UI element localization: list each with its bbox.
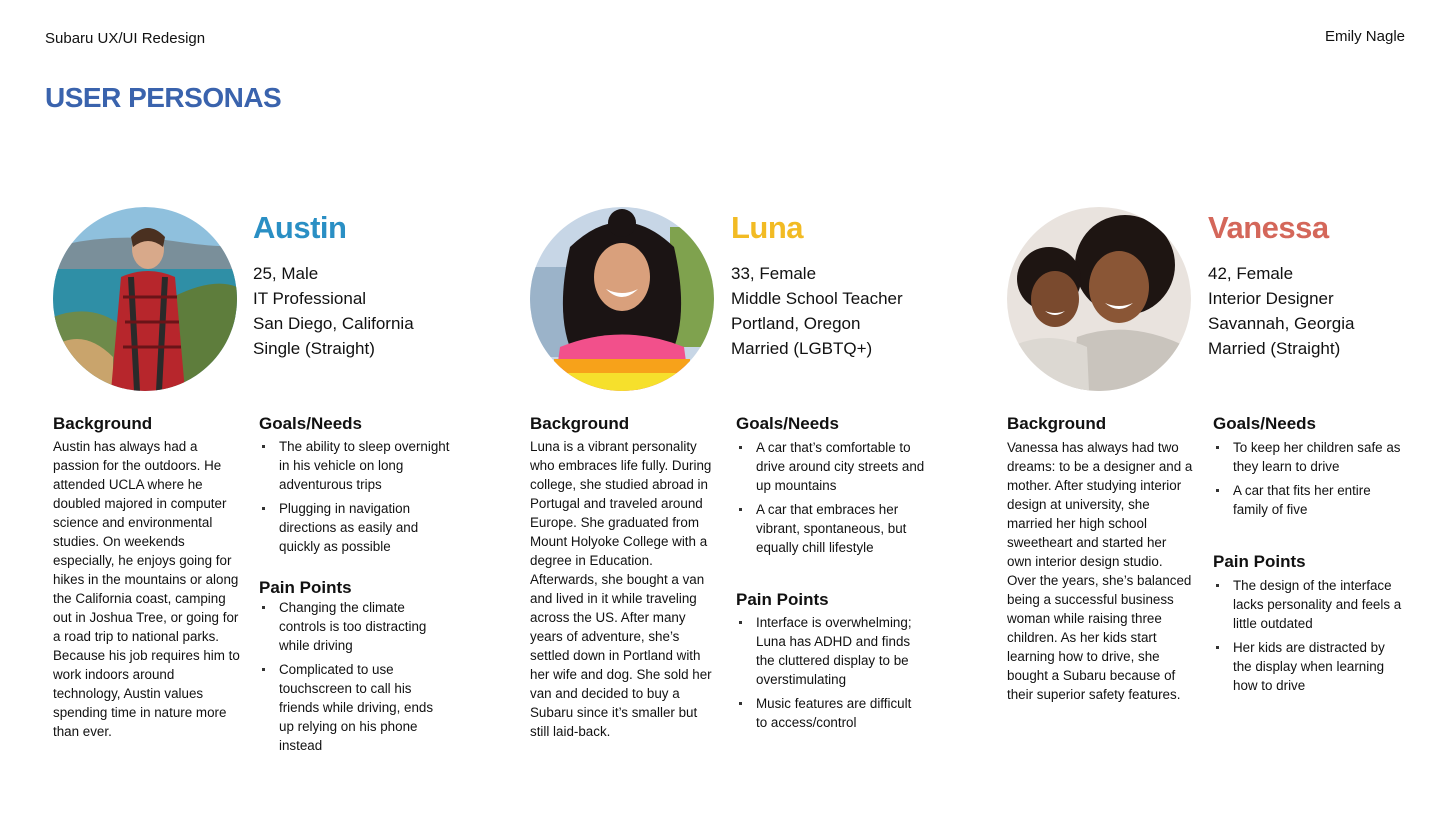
pain-points-heading: Pain Points <box>736 590 829 609</box>
persona-relationship: Married (LGBTQ+) <box>731 339 873 358</box>
project-title: Subaru UX/UI Redesign <box>45 30 206 47</box>
persona-name: Luna <box>731 210 804 245</box>
persona-age-gender: 25, Male <box>253 264 319 283</box>
pain-point-item: The design of the interface lacks personality and feels a little outdated <box>1213 576 1403 633</box>
persona-occupation: Middle School Teacher <box>731 289 903 308</box>
goal-item: The ability to sleep overnight in his vehicle on long adventurous trips <box>259 437 451 494</box>
goal-item: A car that embraces her vibrant, spontaneous, but equally chill lifestyle <box>736 500 932 557</box>
persona-location: San Diego, California <box>253 314 414 333</box>
persona-relationship: Married (Straight) <box>1208 339 1341 358</box>
page-title: USER PERSONAS <box>45 82 282 113</box>
background-heading: Background <box>1007 414 1107 433</box>
persona-facts <box>1208 261 1355 361</box>
goals-heading: Goals/Needs <box>736 414 839 433</box>
persona-relationship: Single (Straight) <box>253 339 375 358</box>
goals-heading: Goals/Needs <box>259 414 362 433</box>
pain-point-item: Complicated to use touchscreen to call his friends while driving, ends up relying on his phone instead <box>259 660 439 755</box>
goals-heading: Goals/Needs <box>1213 414 1316 433</box>
pain-point-item: Music features are difficult to access/control <box>736 694 922 732</box>
persona-name: Austin <box>253 210 347 245</box>
pain-point-item: Her kids are distracted by the display when learning how to drive <box>1213 638 1403 695</box>
pain-points-heading: Pain Points <box>1213 552 1306 571</box>
pain-point-item: Interface is overwhelming; Luna has ADHD and finds the cluttered display to be overstimulating <box>736 613 922 689</box>
background-text: Vanessa has always had two dreams: to be a designer and a mother. After studying interior design at university, she married her high school sweetheart and started her own interior design studio. Over the years, she’s balanced being a successful business woman while raising three children. As her kids start learning how to drive, she bought a Subaru because of their superior safety features. <box>1007 440 1193 702</box>
persona-age-gender: 33, Female <box>731 264 817 283</box>
author-name: Emily Nagle <box>1324 28 1405 45</box>
background-heading: Background <box>530 414 630 433</box>
persona-location: Portland, Oregon <box>731 314 861 333</box>
background-text: Luna is a vibrant personality who embraces life fully. During college, she studied abroad in Portugal and traveled around Europe. She graduated from Mount Holyoke College with a degree in Education. Afterwards, she bought a van and lived in it while traveling across the US. After many years of adventure, she’s settled down in Portland with her wife and dog. She sold her van and decided to buy a Subaru since it’s smaller but still laid-back. <box>530 439 712 739</box>
background-text: Austin has always had a passion for the outdoors. He attended UCLA where he doubled majored in computer science and environmental studies. On weekends especially, he enjoys going for hikes in the mountains or along the California coast, camping out in Joshua Tree, or going for a road trip to national parks. Because his job requires him to work indoors around technology, Austin values spending time in nature more than ever. <box>53 439 240 739</box>
persona-occupation: IT Professional <box>253 289 367 308</box>
pain-points-list <box>1213 576 1403 700</box>
goal-item: A car that fits her entire family of five <box>1213 481 1403 519</box>
background-heading: Background <box>53 414 153 433</box>
persona-occupation: Interior Designer <box>1208 289 1334 308</box>
persona-name: Vanessa <box>1208 210 1329 245</box>
persona-age-gender: 42, Female <box>1208 264 1294 283</box>
goals-list <box>1213 438 1403 524</box>
goal-item: To keep her children safe as they learn to drive <box>1213 438 1403 476</box>
goal-item: Plugging in navigation directions as easily and quickly as possible <box>259 499 451 556</box>
vanessa-photo <box>1007 207 1191 391</box>
pain-points-heading: Pain Points <box>259 578 352 597</box>
persona-location: Savannah, Georgia <box>1208 314 1355 333</box>
goal-item: A car that’s comfortable to drive around city streets and up mountains <box>736 438 932 495</box>
pain-point-item: Changing the climate controls is too distracting while driving <box>259 598 439 655</box>
